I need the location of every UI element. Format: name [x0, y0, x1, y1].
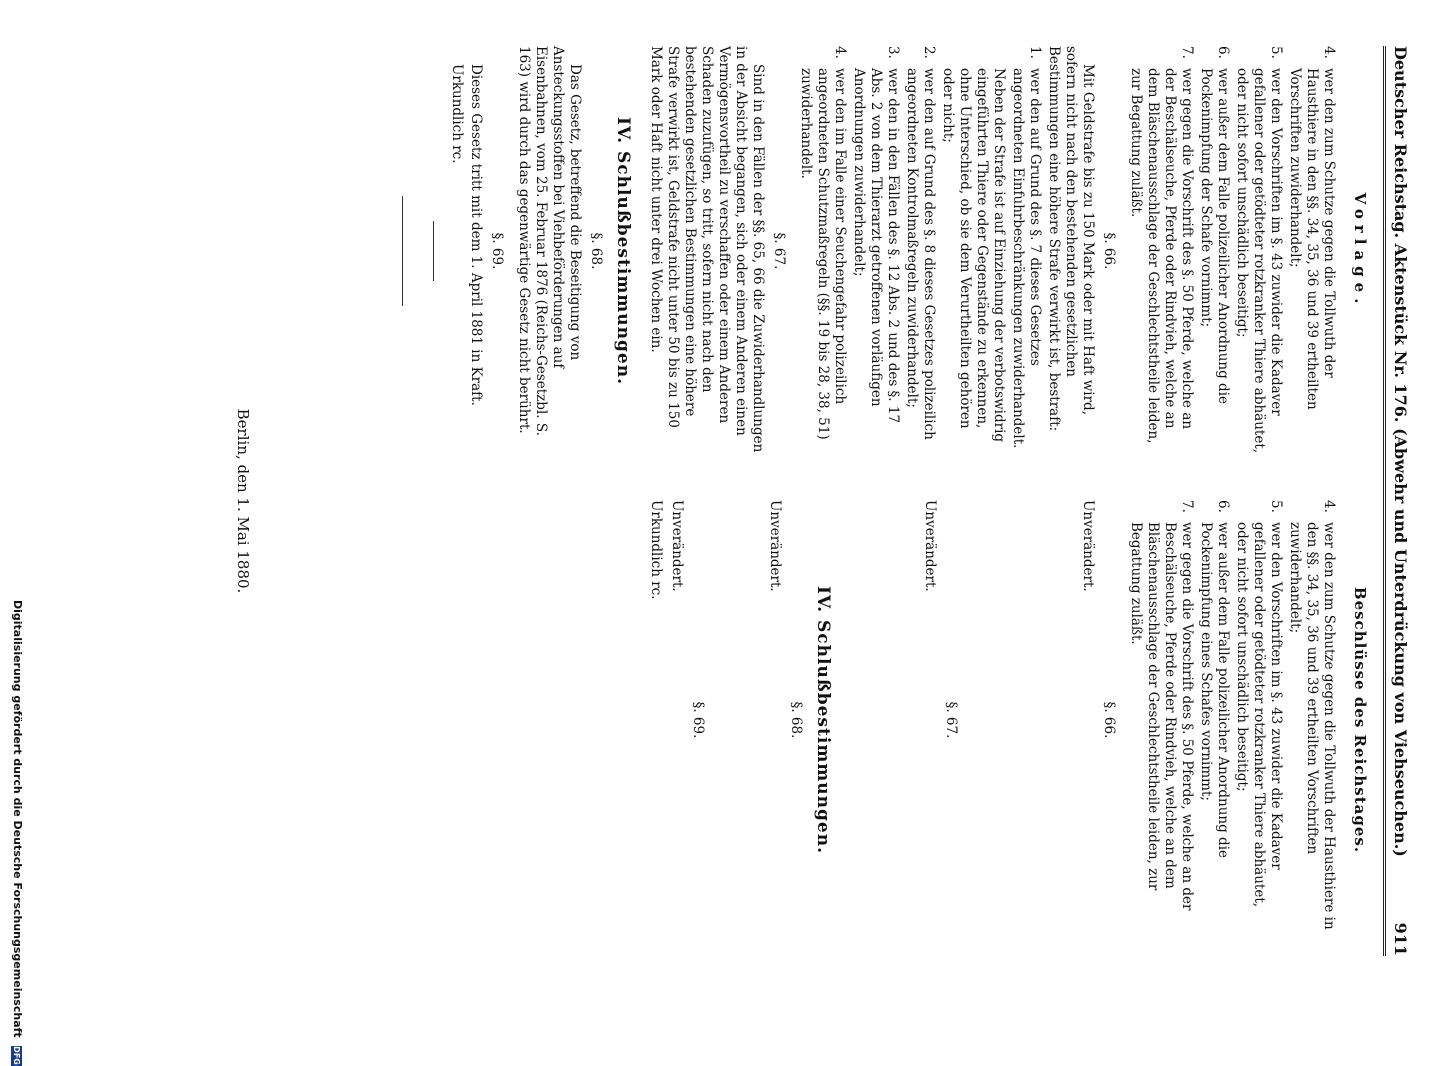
- list-item: [939, 46, 1007, 456]
- column-title: Vorlage.: [1351, 192, 1369, 310]
- section-text: Das Gesetz, betreffend die Beseitigung von Ansteckungsstoffen bei Viehbeförderungen auf Eisenbahnen, vom 25. Februar 1876 (Reichs-Gesetzbl. S. 163) wird durch das gegenwärtige Gesetz nicht berührt.: [516, 46, 583, 436]
- section-text: Dieses Gesetz tritt mit dem 1. April 1881 in Kraft.: [468, 64, 484, 406]
- credit-label: Digitalisierung gefördert durch die Deutsche Forschungsgemeinschaft: [11, 600, 24, 1038]
- chapter-heading: IV. Schlußbestimmungen.: [813, 586, 833, 854]
- column-beschluesse: [647, 500, 1376, 940]
- item-text: wer den Vorschriften im §. 43 zuwider die Kadaver gefallener oder getödteter rotzkranker Thiere abhäutet, oder nicht sofort unschädlich beseitigt;: [1234, 68, 1284, 454]
- list-item: [1127, 500, 1195, 940]
- column-title: Beschlüsse des Reichstages.: [1351, 586, 1369, 854]
- item-number: 6.: [1215, 500, 1231, 513]
- item-text: wer gegen die Vorschrift des §. 50 Pferde, welche an der Beschälseuche, Pferde oder Rindvieh, welche an dem Bläschenausschlage der Geschlechtstheile leiden, zur Begattung zuläßt.: [1128, 68, 1195, 444]
- section-label: §. 68.: [588, 232, 604, 270]
- list-item: [850, 46, 901, 456]
- item-number: 4.: [832, 46, 848, 59]
- section-text: Unverändert.: [922, 500, 938, 592]
- item-text: wer den auf Grund des §. 8 dieses Gesetzes polizeilich angeordneten Kontrolmaßregeln zuwiderhandelt;: [904, 68, 937, 440]
- item-number: 3.: [885, 46, 901, 59]
- item-text: wer außer dem Falle polizeilicher Anordnung die Pockenimpfung der Schafe vornimmt;: [1198, 68, 1231, 405]
- section-text: Unverändert.: [669, 500, 685, 592]
- section-text: Unverändert.: [1080, 500, 1096, 592]
- closing-formula: Urkundlich rc.: [648, 500, 664, 600]
- section-text: Unverändert.: [767, 500, 783, 592]
- divider: [433, 221, 434, 281]
- chapter-heading: IV. Schlußbestimmungen.: [613, 117, 633, 385]
- section-label: §. 69.: [690, 701, 706, 739]
- item-text: wer den zum Schutze gegen die Tollwuth der Hausthiere in den §§. 34, 35, 36 und 39 ertheilten Vorschriften zuwiderhandelt;: [1287, 68, 1337, 410]
- digitization-credit: [0, 600, 30, 1065]
- section-label: §. 67.: [771, 232, 787, 270]
- item-number: 1.: [1027, 46, 1043, 59]
- item-text: wer den zum Schutze gegen die Tollwuth der Hausthiere in den §§. 34, 35, 36 und 39 ertheilten Vorschriften zuwiderhandelt;: [1287, 522, 1337, 930]
- section-label: §. 66.: [1101, 701, 1117, 739]
- item-text: wer den auf Grund des §. 7 dieses Gesetzes angeordneten Einfuhrbeschränkungen zuwiderhandelt.: [1010, 68, 1043, 449]
- section-text: Sind in den Fällen der §§. 65, 66 die Zuwiderhandlungen in der Absicht begangen, sich oder einem Anderen einen Vermögensvortheil zu verschaffen oder einem Anderen Schaden zuzufügen, so tritt, sofern nicht nach den bestehenden gesetzlichen Bestimmungen eine höhere Strafe verwirkt ist, Geldstrafe nicht unter 50 bis zu 150 Mark oder Haft nicht unter drei Wochen ein.: [648, 46, 766, 453]
- running-title: Deutscher Reichstag. Aktenstück Nr. 176. (Abwehr und Unterdrückung von Viehseuchen.): [1391, 46, 1410, 857]
- page-number: 911: [1391, 922, 1410, 956]
- header-rule: [1383, 46, 1386, 956]
- section-label: §. 69.: [489, 232, 505, 270]
- list-item: [1286, 46, 1337, 456]
- item-number: 7.: [1179, 46, 1195, 59]
- section-label: §. 66.: [1101, 232, 1117, 270]
- list-item: [1233, 46, 1284, 456]
- list-item: [1197, 500, 1231, 940]
- list-item: [797, 46, 848, 456]
- item-text: wer gegen die Vorschrift des §. 50 Pferde, welche an der Beschälseuche, Pferde oder Rindvieh, welche an dem Bläschenausschlage der Geschlechtstheile leiden, zur Begattung zuläßt.: [1128, 522, 1195, 911]
- item-text: wer außer dem Falle polizeilicher Anordnung die Pockenimpfung eines Schafes vornimmt;: [1198, 522, 1231, 859]
- list-item: [1197, 46, 1231, 456]
- list-item: [1127, 46, 1195, 456]
- closing-formula: Urkundlich rc.: [449, 64, 465, 164]
- page-header: [1386, 46, 1416, 956]
- item-number: 4.: [1321, 46, 1337, 59]
- item-number: 7.: [1179, 500, 1195, 513]
- item-number: 6.: [1215, 46, 1231, 59]
- section-label: §. 67.: [943, 701, 959, 739]
- item-number: 5.: [1268, 46, 1284, 59]
- section-label: §. 68.: [788, 701, 804, 739]
- list-item: [1286, 500, 1337, 940]
- item-number: 2.: [921, 46, 937, 59]
- list-item: [903, 46, 937, 456]
- item-text: wer den Vorschriften im §. 43 zuwider die Kadaver gefallener oder getödteter rotzkranker Thiere abhäutet, oder nicht sofort unschädlich beseitigt;: [1234, 522, 1284, 908]
- list-item: [1233, 500, 1284, 940]
- dfg-logo-icon: DFG: [12, 1046, 22, 1065]
- item-number: 4.: [1321, 500, 1337, 513]
- list-item: [1009, 46, 1043, 456]
- column-vorlage: [402, 46, 1376, 456]
- section-intro: Mit Geldstrafe bis zu 150 Mark oder mit Haft wird, sofern nicht nach den bestehenden gesetzlichen Bestimmungen eine höhere Strafe verwirkt ist, bestraft:: [1046, 46, 1096, 432]
- divider: [402, 196, 403, 306]
- credit-text: [11, 600, 24, 1065]
- item-number: 5.: [1268, 500, 1284, 513]
- item-text: wer den in den Fällen des §. 12 Abs. 2 und des §. 17 Abs. 2 von dem Thierarzt getroffenen vorläufigen Anordnungen zuwiderhandelt;: [851, 68, 901, 424]
- item-text: Neben der Strafe ist auf Einziehung der verbotswidrig eingeführten Thiere oder Gegenstände zu erkennen, ohne Unterschied, ob sie dem Verurtheilten gehören oder nicht;: [940, 68, 1007, 443]
- item-text: wer den im Falle einer Seuchengefahr polizeilich angeordneten Schutzmaßregeln (§§. 19 bis 28, 38, 51) zuwiderhandelt.: [798, 68, 848, 440]
- signature-line: Berlin, den 1. Mai 1880.: [234, 408, 252, 594]
